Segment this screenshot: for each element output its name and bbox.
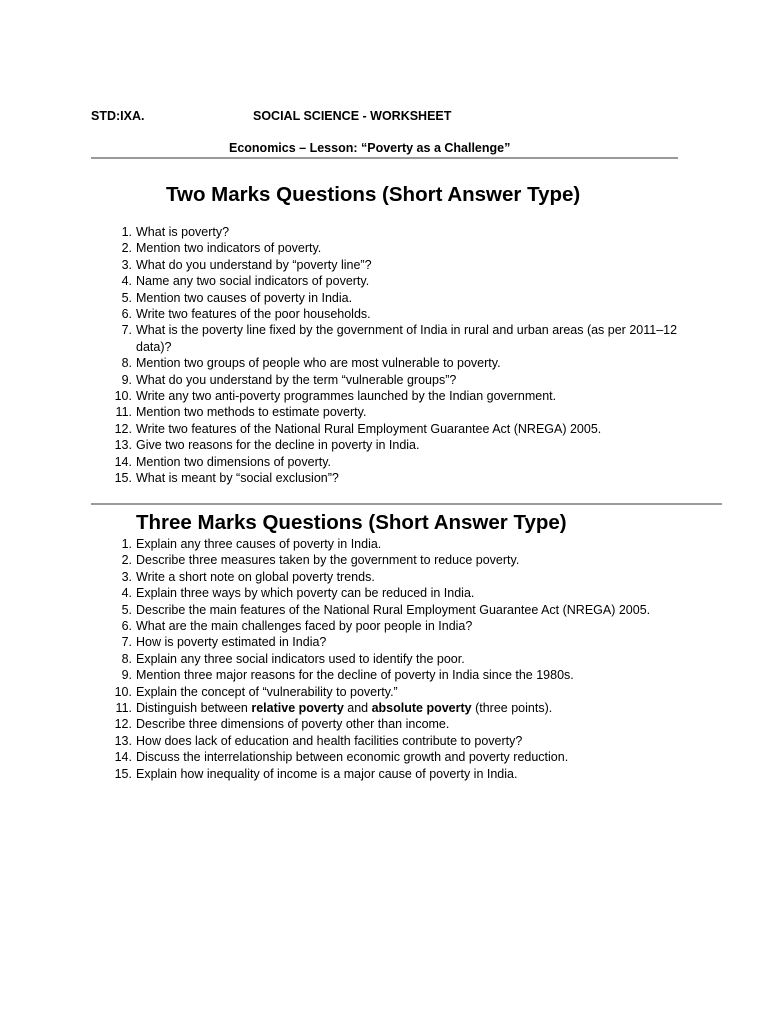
question-item xyxy=(0,470,768,486)
question-number: 2. xyxy=(121,553,132,568)
question-item xyxy=(0,634,768,650)
question-number: 2. xyxy=(121,241,132,256)
question-text: Explain how inequality of income is a major cause of poverty in India. xyxy=(136,766,518,781)
question-text: Write two features of the National Rural Employment Guarantee Act (NREGA) 2005. xyxy=(136,421,602,436)
question-item xyxy=(0,290,768,306)
question-number: 13. xyxy=(114,733,132,748)
question-text: Explain any three causes of poverty in India. xyxy=(136,537,382,551)
question-item xyxy=(0,454,768,470)
question-text: Explain three ways by which poverty can be reduced in India. xyxy=(136,586,475,601)
question-text: What are the main challenges faced by poor people in India? xyxy=(136,619,473,634)
question-number: 9. xyxy=(121,372,132,387)
question-text-bold: absolute poverty xyxy=(371,701,472,716)
question-item xyxy=(0,651,768,667)
question-text: Mention two groups of people who are most vulnerable to poverty. xyxy=(136,356,501,371)
question-number: 3. xyxy=(121,569,132,584)
question-text: Mention two dimensions of poverty. xyxy=(136,454,332,469)
question-text: Describe three measures taken by the government to reduce poverty. xyxy=(136,553,520,568)
section-heading-two-marks: Two Marks Questions (Short Answer Type) xyxy=(166,183,581,206)
section-heading-three-marks: Three Marks Questions (Short Answer Type) xyxy=(136,511,567,534)
question-number: 8. xyxy=(121,651,132,666)
question-number: 6. xyxy=(121,307,132,322)
question-number: 8. xyxy=(121,356,132,371)
question-number: 4. xyxy=(121,586,132,601)
question-item xyxy=(0,552,768,568)
question-text: What is meant by “social exclusion”? xyxy=(136,471,339,486)
question-number: 15. xyxy=(114,766,132,781)
question-number: 1. xyxy=(121,537,132,551)
question-item xyxy=(0,749,768,765)
question-number: 13. xyxy=(114,438,132,453)
question-number: 9. xyxy=(121,668,132,683)
question-item xyxy=(0,306,768,322)
question-text: What is the poverty line fixed by the government of India in rural and urban areas (as per 2011–12 data)? xyxy=(136,323,678,354)
question-item xyxy=(0,716,768,732)
question-number: 14. xyxy=(114,454,132,469)
question-item xyxy=(0,766,768,782)
question-item xyxy=(0,257,768,273)
question-text-part: and xyxy=(343,701,372,716)
question-item xyxy=(0,667,768,683)
question-text: What do you understand by “poverty line”? xyxy=(136,257,372,272)
question-text: Discuss the interrelationship between economic growth and poverty reduction. xyxy=(136,750,569,765)
question-text: Write any two anti-poverty programmes launched by the Indian government. xyxy=(136,389,557,404)
question-number: 10. xyxy=(114,389,132,404)
question-item xyxy=(0,372,768,388)
two-marks-question-list xyxy=(0,224,768,487)
question-text xyxy=(136,701,552,715)
question-number: 3. xyxy=(121,257,132,272)
question-item xyxy=(0,569,768,585)
question-text: Mention two indicators of poverty. xyxy=(136,241,322,256)
class-label: STD:IXA. xyxy=(91,109,145,123)
question-item xyxy=(0,602,768,618)
question-number: 12. xyxy=(114,421,132,436)
question-text: How does lack of education and health facilities contribute to poverty? xyxy=(136,733,523,748)
question-text: Describe three dimensions of poverty other than income. xyxy=(136,717,450,732)
question-number: 5. xyxy=(121,602,132,617)
question-number: 5. xyxy=(121,290,132,305)
question-item xyxy=(0,404,768,420)
question-item xyxy=(0,240,768,256)
question-item xyxy=(0,388,768,404)
question-text: Give two reasons for the decline in poverty in India. xyxy=(136,438,420,453)
question-item xyxy=(0,322,768,355)
question-text: What is poverty? xyxy=(136,225,230,239)
question-number: 12. xyxy=(114,717,132,732)
question-text-part: (three points). xyxy=(471,701,553,716)
question-item xyxy=(0,700,768,716)
question-text: How is poverty estimated in India? xyxy=(136,635,327,650)
question-number: 11. xyxy=(115,701,132,716)
question-text: Explain any three social indicators used to identify the poor. xyxy=(136,651,465,666)
question-number: 7. xyxy=(121,635,132,650)
question-text-bold: relative poverty xyxy=(251,701,344,716)
question-text-part: Distinguish between xyxy=(136,701,252,716)
question-number: 7. xyxy=(121,323,132,338)
question-number: 14. xyxy=(114,750,132,765)
question-item xyxy=(0,273,768,289)
section-divider xyxy=(91,503,722,505)
question-text: Name any two social indicators of poverty. xyxy=(136,274,370,289)
question-text: Explain the concept of “vulnerability to poverty.” xyxy=(136,684,398,699)
question-item xyxy=(0,421,768,437)
question-number: 15. xyxy=(114,471,132,486)
question-text: Mention two methods to estimate poverty. xyxy=(136,405,367,420)
question-text: Write two features of the poor households. xyxy=(136,307,371,322)
question-text: Mention three major reasons for the decline of poverty in India since the 1980s. xyxy=(136,668,574,683)
question-item xyxy=(0,437,768,453)
question-item xyxy=(0,618,768,634)
question-text: Write a short note on global poverty trends. xyxy=(136,569,375,584)
question-item xyxy=(0,733,768,749)
question-item xyxy=(0,224,768,240)
question-number: 6. xyxy=(121,619,132,634)
question-item xyxy=(0,684,768,700)
question-text: Mention two causes of poverty in India. xyxy=(136,290,353,305)
worksheet-title: SOCIAL SCIENCE - WORKSHEET xyxy=(253,109,452,123)
header-divider xyxy=(91,157,678,159)
question-text: What do you understand by the term “vulnerable groups”? xyxy=(136,372,457,387)
question-item xyxy=(0,585,768,601)
question-number: 1. xyxy=(121,225,132,239)
question-number: 4. xyxy=(121,274,132,289)
lesson-title: Economics – Lesson: “Poverty as a Challenge” xyxy=(229,141,511,155)
question-item xyxy=(0,536,768,552)
question-number: 10. xyxy=(114,684,132,699)
three-marks-question-list xyxy=(0,536,768,782)
question-text: Describe the main features of the National Rural Employment Guarantee Act (NREGA) 2005. xyxy=(136,602,651,617)
question-number: 11. xyxy=(115,405,132,420)
question-item xyxy=(0,355,768,371)
